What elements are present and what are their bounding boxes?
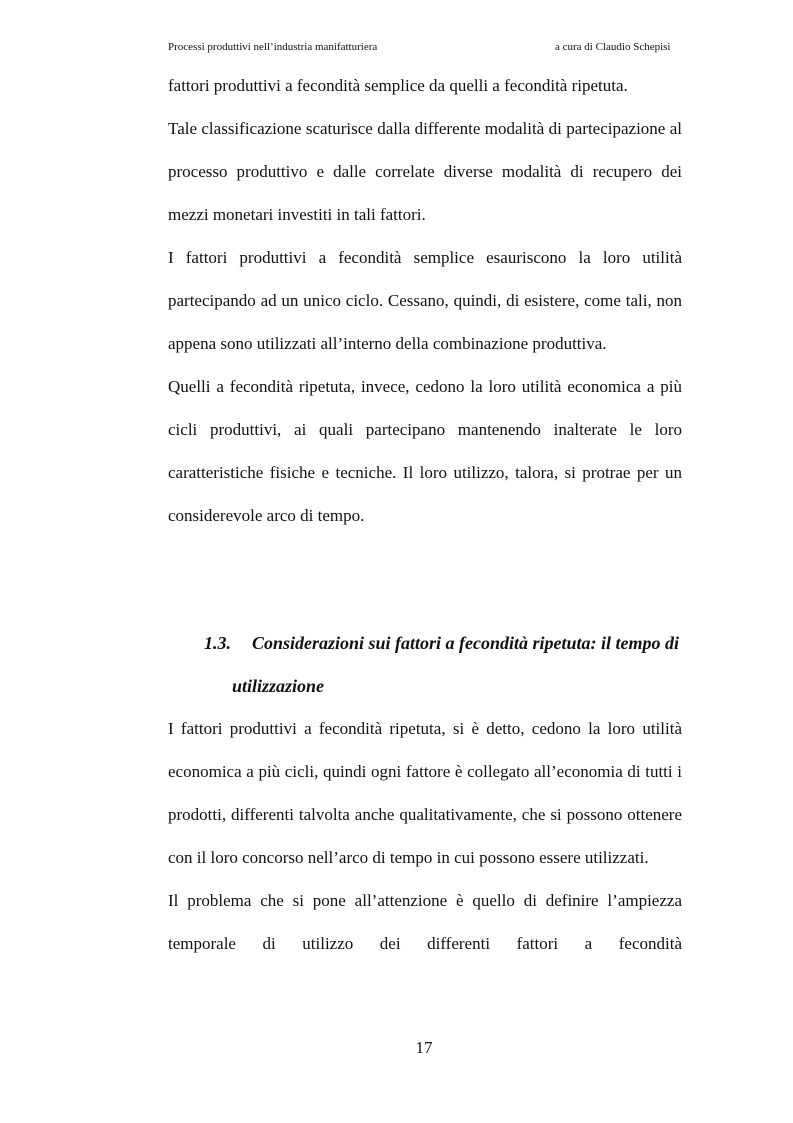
paragraph: Quelli a fecondità ripetuta, invece, cedono la loro utilità economica a più cicli produttivi, ai quali partecipano mantenendo inalterate le loro caratteristiche fisiche e tecniche. Il loro utilizzo, talora, si protrae per un considerevole arco di tempo. — [168, 377, 682, 525]
body-text-bottom — [168, 707, 682, 965]
running-header-author: a cura di Claudio Schepisi — [555, 41, 671, 53]
paragraph: Il problema che si pone all’attenzione è quello di definire l’ampiezza temporale di utilizzo dei differenti fattori a fecondità — [168, 891, 682, 953]
section-title: Considerazioni sui fattori a fecondità ripetuta: il tempo di utilizzazione — [232, 633, 680, 696]
section-number: 1.3. — [204, 633, 231, 653]
running-header-title: Processi produttivi nell’industria manifatturiera — [168, 41, 378, 53]
paragraph: I fattori produttivi a fecondità ripetuta, si è detto, cedono la loro utilità economica a più cicli, quindi ogni fattore è collegato all’economia di tutti i prodotti, differenti talvolta anche qualitativamente, che si possono ottenere con il loro concorso nell’arco di tempo in cui possono essere utilizzati. — [168, 719, 682, 867]
paragraph: fattori produttivi a fecondità semplice da quelli a fecondità ripetuta. — [168, 76, 628, 95]
paragraph: I fattori produttivi a fecondità semplice esauriscono la loro utilità partecipando ad un unico ciclo. Cessano, quindi, di esistere, come tali, non appena sono utilizzati all’interno della combinazione produttiva. — [168, 248, 682, 353]
page-number: 17 — [415, 1038, 433, 1057]
body-text-top — [168, 64, 682, 537]
paragraph: Tale classificazione scaturisce dalla differente modalità di partecipazione al processo produttivo e dalle correlate diverse modalità di recupero dei mezzi monetari investiti in tali fattori. — [168, 119, 682, 224]
